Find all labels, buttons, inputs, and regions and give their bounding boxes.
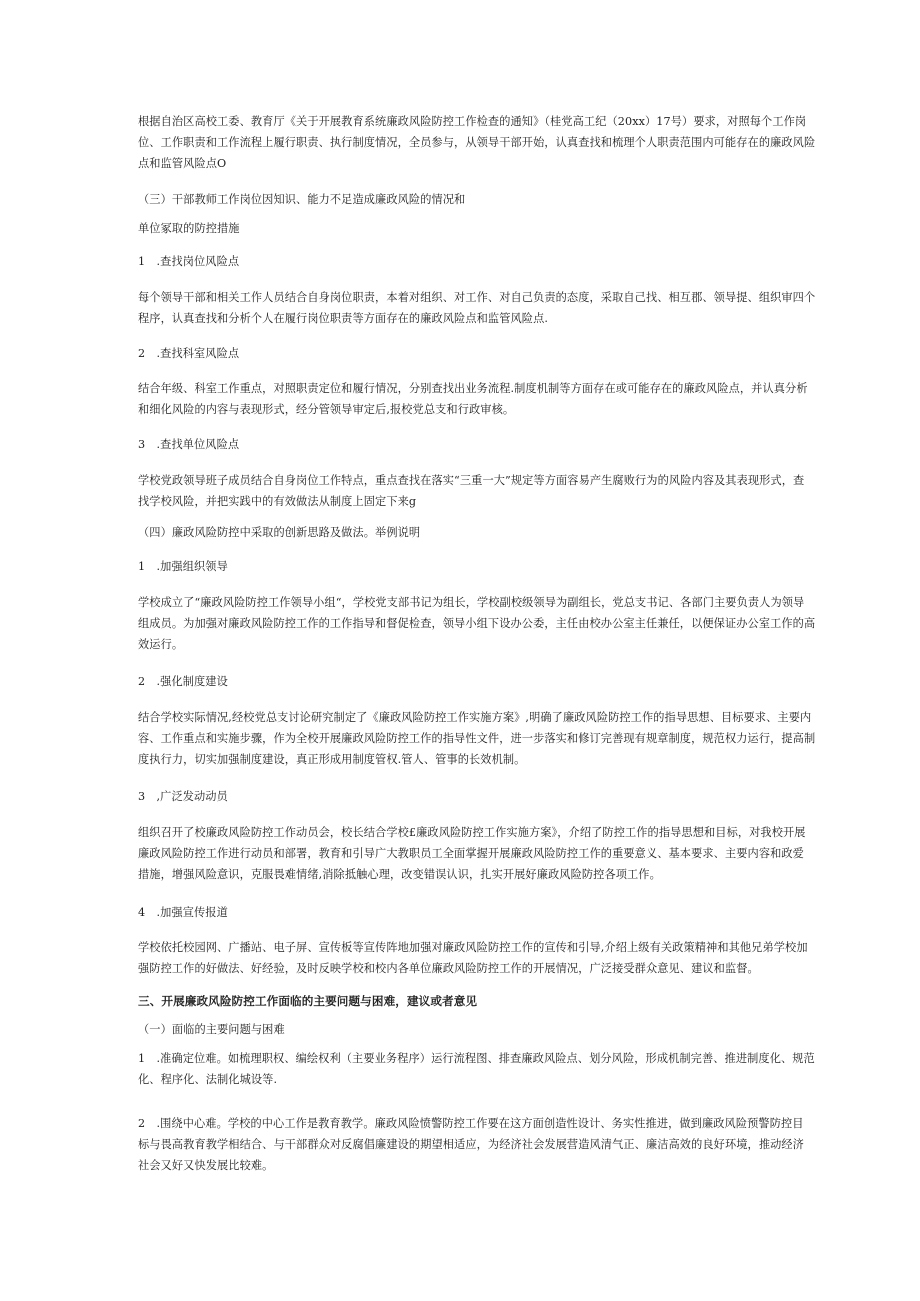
text-line: 组成员。为加强对廉政风险防控工作的工作指导和督促检查，领导小组下设办公委，主任由校办公室主任兼任，以便保证办公室工作的高: [138, 617, 816, 630]
subheading-problems: [138, 1019, 786, 1040]
text-line: 学校党政领导班子成员结合自身岗位工作特点，重点查找在落实“三重一大”规定等方面容易产生腐败行为的风险内容及其表现形式，查: [138, 474, 805, 487]
heading-part-3: [138, 991, 786, 1012]
text-line: 程序，认真查找和分析个人在履行岗位职责等方面存在的廉政风险点和监管风险点.: [138, 312, 549, 325]
text-line: 点和监管风险点O: [138, 157, 227, 170]
text-line: 化、程序化、法制化城设等.: [138, 1073, 278, 1086]
text-line: 强防控工作的好做法、好经验，及时反映学校和校内各单位廉政风险防控工作的开展情况，广泛接受群众意见、建议和监督。: [138, 962, 759, 975]
item-title: 1 .加强组织领导: [138, 560, 228, 573]
item-body-4-2: [138, 707, 816, 770]
problem-1: [138, 1048, 815, 1090]
problem-2: [138, 1113, 804, 1176]
heading-section-4: [138, 522, 786, 543]
item-body-4-4: [138, 937, 808, 979]
heading-text: （四）廉政风险防控中采取的创新思路及做法。举例说明: [138, 526, 421, 539]
text-line: 度执行力，切实加强制度建设，真正形成用制度管权.管人、管事的长效机制。: [138, 753, 526, 766]
heading-text: 单位冢取的防控措施: [138, 222, 240, 235]
item-title: 3 ,广泛发动动员: [138, 790, 228, 803]
text-line: 找学校风险，并把实践中的有效做法从制度上固定下来g: [138, 495, 417, 508]
text-line: 位、工作职责和工作流程上履行职责、执行制度情况，全员参与，从领导干部开始，认真查找和梳理个人职责范围内可能存在的廉政风险: [138, 136, 816, 149]
item-title: 1 .查找岗位风险点: [138, 255, 240, 268]
item-body-1: [138, 287, 816, 329]
text-line: 学校依托校园网、广播站、电子屏、宣传板等宣传阵地加强对廉政风险防控工作的宣传和引导,介绍上级有关政策精神和其他兄弟学校加: [138, 941, 808, 954]
item-title: 2 .强化制度建设: [138, 675, 228, 688]
text-line: 效运行。: [138, 638, 184, 651]
text-line: 组织召开了校廉政风险防控工作动员会，校长结合学校£廉政风险防控工作实施方案》，介绍了防控工作的指导思想和目标，对我校开展: [138, 826, 806, 839]
heading-text: （三）干部教师工作岗位因知识、能力不足造成廉政风险的情况和: [138, 193, 466, 206]
text-line: 容、工作重点和实施步骤，作为全校开展廉政风险防控工作的指导性文件，进一步落实和修订完善现有规章制度，规范权力运行，提高制: [138, 732, 816, 745]
item-body-4-1: [138, 592, 816, 655]
item-title-3: [138, 434, 786, 455]
text-line: 每个领导干部和相关工作人员结合自身岗位职责，本着对组织、对工作、对自己负责的态度，采取自己找、相互郡、领导提、组织审四个: [138, 291, 816, 304]
text-line: 标与畏高教育教学相结合、与干部群众对反腐倡廉建设的期望相适应，为经济社会发展营造风清气正、廉洁高效的良好环境，推动经济: [138, 1138, 804, 1151]
text-line: 结合年级、科室工作重点，对照职责定位和履行情况，分别查找出业务流程.制度机制等方面存在或可能存在的廉政风险点，并认真分析: [138, 382, 808, 395]
paragraph-intro: [138, 111, 816, 174]
text-line: 根据自治区高校工委、教育厅《关于开展教育系统廉政风险防控工作检查的通知》（桂党高工纪（20xx）17号）要求，对照每个工作岗: [138, 115, 807, 128]
text-line: 措施，增强风险意识，克服畏难情绪,消除抵触心理，改变错误认识，扎实开展好廉政风险防控各项工作。: [138, 868, 661, 881]
item-body-3: [138, 470, 805, 512]
text-line: 社会又好又快发展比较难。: [138, 1159, 274, 1172]
item-title: 4 .加强宣传报道: [138, 906, 228, 919]
heading-section-3: [138, 189, 786, 210]
text-line: 和细化风险的内容与表现形式，经分管领导审定后,报校党总支和行政审核。: [138, 403, 515, 416]
text-line: 学校成立了“廉政风险防控工作领导小组“，学校党支部书记为组长，学校副校级领导为副组长，党总支书记、各部门主要负责人为领导: [138, 596, 805, 609]
text-line: 2 .围绕中心难。学校的中心工作是教育教学。廉政风险愤警防控工作要在这方面创造性设计、务实性推进，做到廉政风险预警防控目: [138, 1117, 804, 1130]
item-title-4-3: [138, 786, 786, 807]
item-title: 3 .查找单位风险点: [138, 438, 240, 451]
heading-text: 三、开展廉政风险防控工作面临的主要问题与困难，建议或者意见: [138, 994, 478, 1008]
text-line: 结合学校实际情况,经校党总支讨论研究制定了《廉政风险防控工作实施方案》,明确了廉政风险防控工作的指导思想、目标要求、主要内: [138, 711, 812, 724]
item-title-2: [138, 343, 786, 364]
item-title-4-4: [138, 902, 786, 923]
item-body-4-3: [125, 822, 806, 885]
item-title-4-1: [138, 556, 786, 577]
item-title-1: [138, 251, 786, 272]
text-line: 1 .准确定位难。如梳理职权、编绘权利（主要业务程序）运行流程图、排查廉政风险点、划分风险，形成机制完善、推进制度化、规范: [138, 1052, 815, 1065]
heading-section-3-cont: [138, 218, 786, 239]
text-line: 廉政风险防控工作进行动员和部署，教育和引导广大教职员工全面掌握开展廉政风险防控工作的重要意义、基本要求、主要内容和政爱: [138, 847, 804, 860]
item-body-2: [138, 378, 808, 420]
item-title-4-2: [138, 671, 786, 692]
item-title: 2 .查找科室风险点: [138, 347, 240, 360]
heading-text: （一）面临的主要问题与困难: [138, 1023, 285, 1036]
